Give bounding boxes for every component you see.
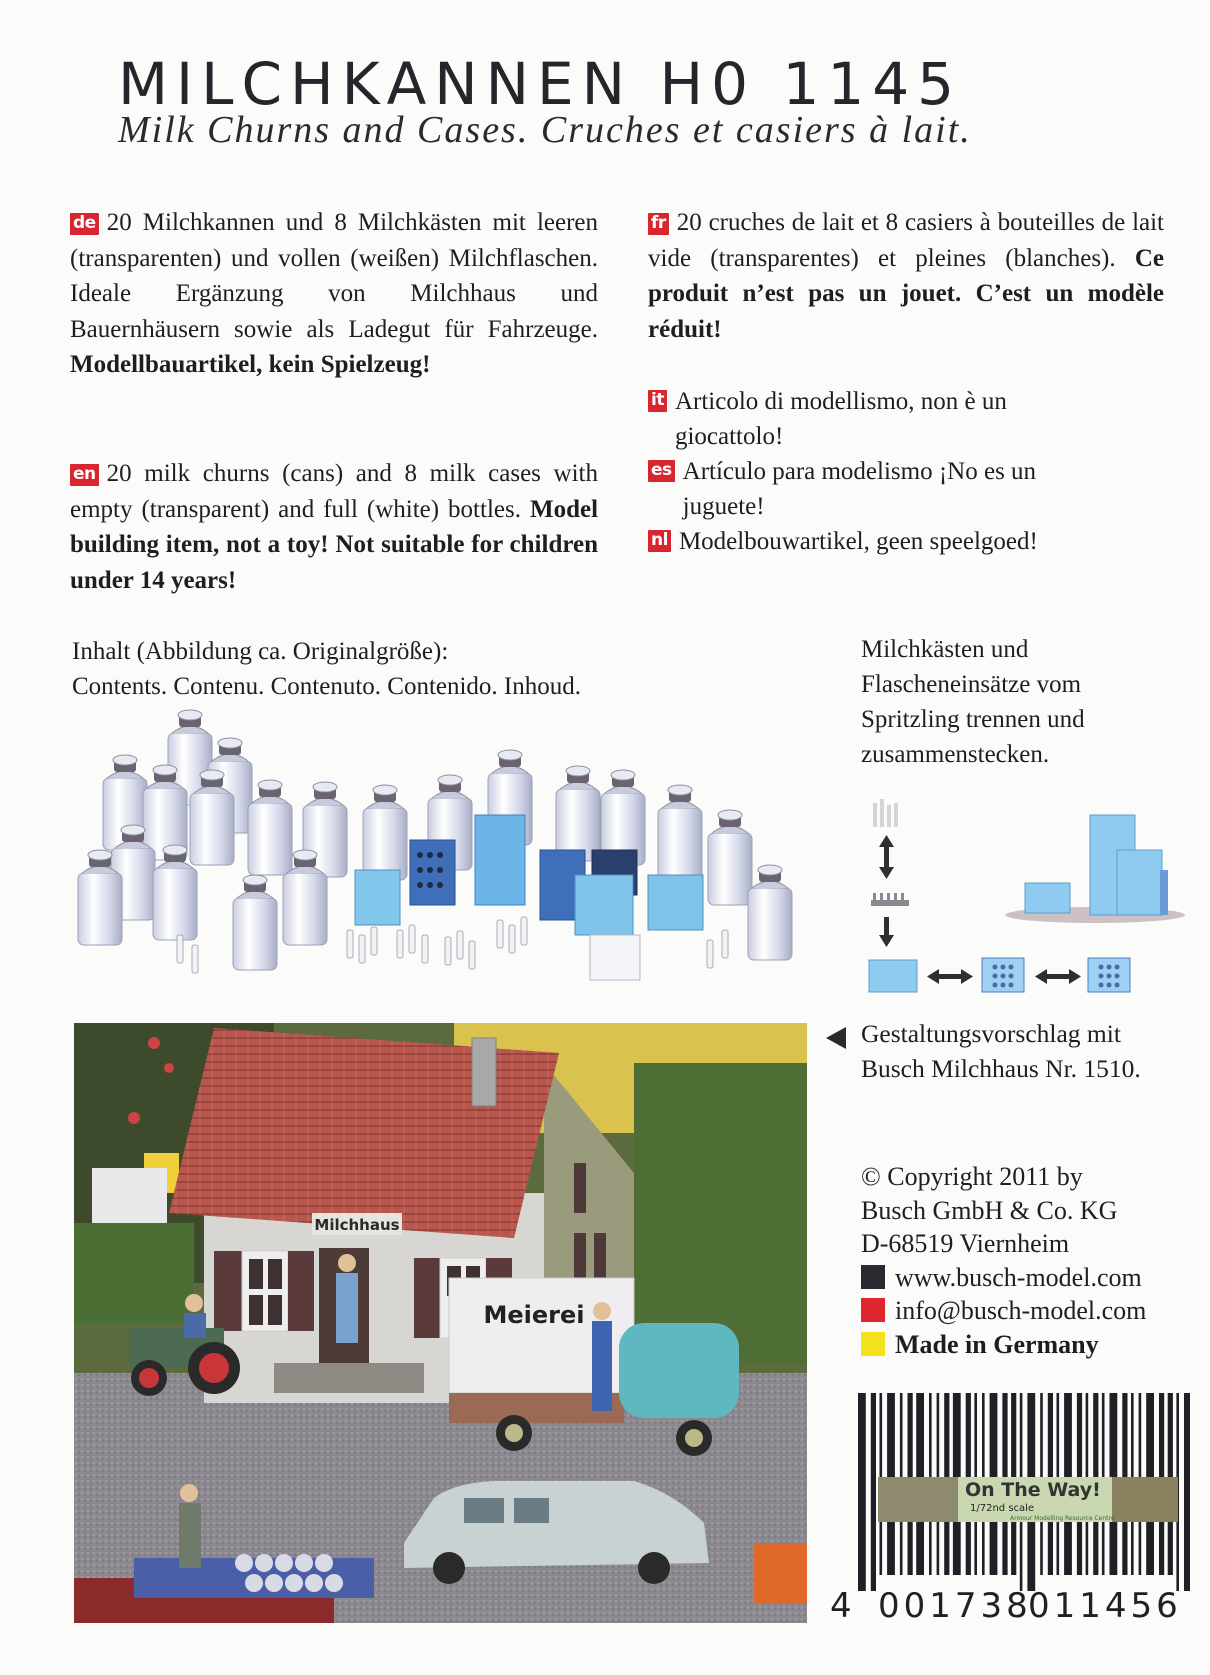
language-badge-it: it xyxy=(648,390,667,412)
arrow-down-icon xyxy=(879,917,894,947)
truck-label: Meierei xyxy=(483,1301,585,1329)
churn-icon xyxy=(248,780,292,875)
language-badge-nl: nl xyxy=(648,530,671,552)
company-address: D-68519 Viernheim xyxy=(861,1229,1070,1258)
notice-nl xyxy=(648,524,1118,559)
contents-illustration xyxy=(70,705,800,995)
contents-heading xyxy=(72,634,581,704)
photo-caption-line: Gestaltungsvorschlag mit xyxy=(861,1019,1121,1048)
barcode-bar xyxy=(871,1393,876,1591)
churn-icon xyxy=(708,810,752,905)
truck-cab xyxy=(619,1323,739,1418)
description-en-text: 20 milk churns (cans) and 8 milk cases with empty (transparent) and full (white) bottles. xyxy=(70,460,598,523)
milk-case-icon xyxy=(575,875,633,935)
barcode xyxy=(820,1385,1190,1630)
description-fr-text: 20 cruches de lait et 8 casiers à bouteilles de lait vide (transparentes) et pleines (blanches). xyxy=(648,209,1164,272)
description-en-warning: Model building item, not a toy! Not suitable for children under 14 years! xyxy=(70,495,599,594)
description-en xyxy=(70,456,598,598)
company-info xyxy=(861,1160,1146,1361)
notice-it xyxy=(648,384,1118,454)
description-fr xyxy=(648,205,1164,347)
milk-case-icon xyxy=(355,870,400,925)
churn-icon xyxy=(233,875,277,970)
language-badge-es: es xyxy=(648,460,675,482)
flag-red-swatch xyxy=(861,1298,885,1322)
milk-case-icon xyxy=(648,875,703,930)
barcode-bar xyxy=(1184,1393,1190,1591)
flag-gold-swatch xyxy=(861,1332,885,1356)
made-in: Made in Germany xyxy=(861,1328,1146,1362)
language-badge-en: en xyxy=(70,464,99,486)
barcode-bar xyxy=(858,1393,866,1591)
watermark-sub: Armour Modelling Resource Centre xyxy=(1010,1515,1115,1522)
email-link[interactable]: info@busch-model.com xyxy=(861,1294,1146,1328)
assembly-note-line: Flascheneinsätze vom xyxy=(861,671,1082,698)
watermark-scale: 1/72nd scale xyxy=(970,1503,1035,1514)
scene-photo xyxy=(74,1023,807,1623)
photo-caption-line: Busch Milchhaus Nr. 1510. xyxy=(861,1054,1141,1083)
house-roof xyxy=(169,1028,559,1238)
bottle-insert-icon xyxy=(873,799,898,827)
product-subtitle: Milk Churns and Cases. Cruches et casiers à lait. xyxy=(118,109,972,151)
notice-it-text: Articolo di modellismo, non è un giocattolo! xyxy=(674,388,1007,450)
barcode-first-digit: 4 xyxy=(830,1586,852,1626)
milk-case-icon xyxy=(475,815,525,905)
bottle-tray-icon xyxy=(871,893,909,906)
milk-case-icon xyxy=(410,840,455,905)
house-sign-text: Milchhaus xyxy=(314,1216,400,1234)
photo-caption xyxy=(861,1016,1141,1086)
language-badge-de: de xyxy=(70,213,99,235)
tree xyxy=(634,1063,807,1363)
contents-line-1: Inhalt (Abbildung ca. Originalgröße): xyxy=(72,638,449,665)
notice-es-text: Artículo para modelismo ¡No es un juguete! xyxy=(682,458,1037,520)
double-arrow-horizontal-icon xyxy=(1035,969,1081,984)
assembly-note-line: zusammenstecken. xyxy=(861,741,1050,768)
notice-nl-text: Modelbouwartikel, geen speelgoed! xyxy=(678,528,1038,555)
description-fr-warning: Ce produit n’est pas un jouet. C’est un modèle réduit! xyxy=(648,244,1165,343)
product-title: MILCHKANNEN H0 1145 xyxy=(118,50,963,118)
language-badge-fr: fr xyxy=(648,213,669,235)
churn-icon xyxy=(658,785,702,880)
assembly-note-line: Spritzling trennen und xyxy=(861,706,1085,733)
description-de xyxy=(70,205,598,383)
notice-es xyxy=(648,454,1118,524)
assembly-diagram xyxy=(855,795,1185,995)
website-link[interactable]: www.busch-model.com xyxy=(861,1261,1146,1295)
double-arrow-horizontal-icon xyxy=(927,969,973,984)
flag-black-swatch xyxy=(861,1265,885,1289)
double-arrow-vertical-icon xyxy=(879,835,894,879)
churn-icon xyxy=(748,865,792,960)
contents-line-2: Contents. Contenu. Contenuto. Contenido. Inhoud. xyxy=(72,673,582,700)
barcode-group-2: 011456 xyxy=(1028,1586,1182,1626)
porch xyxy=(274,1363,424,1393)
company-name: Busch GmbH & Co. KG xyxy=(861,1195,1118,1225)
watermark-banner xyxy=(878,1477,1178,1522)
caption-arrow-icon xyxy=(826,1026,848,1050)
case-empty-icon xyxy=(869,960,917,992)
short-notices xyxy=(648,384,1118,559)
copyright: © Copyright 2011 by xyxy=(861,1162,1083,1191)
description-de-warning: Modellbauartikel, kein Spielzeug! xyxy=(70,351,431,378)
chimney xyxy=(472,1038,496,1106)
churn-icon xyxy=(363,785,407,880)
stacked-cases-icon xyxy=(1005,815,1185,923)
assembly-note xyxy=(861,632,1085,772)
milk-case-icon xyxy=(590,935,640,980)
churn-icon xyxy=(556,766,600,861)
description-de-text: 20 Milchkannen und 8 Milchkästen mit leeren (transparenten) und vollen (weißen) Milchflaschen. Ideale Ergänzung von Milchhaus und Bauernhäusern sowie als Ladegut für Fahrzeuge. xyxy=(70,209,598,343)
watermark-title: On The Way! xyxy=(965,1479,1101,1501)
barcode-group-1: 001738 xyxy=(878,1586,1032,1626)
assembly-note-line: Milchkästen und xyxy=(861,636,1029,663)
